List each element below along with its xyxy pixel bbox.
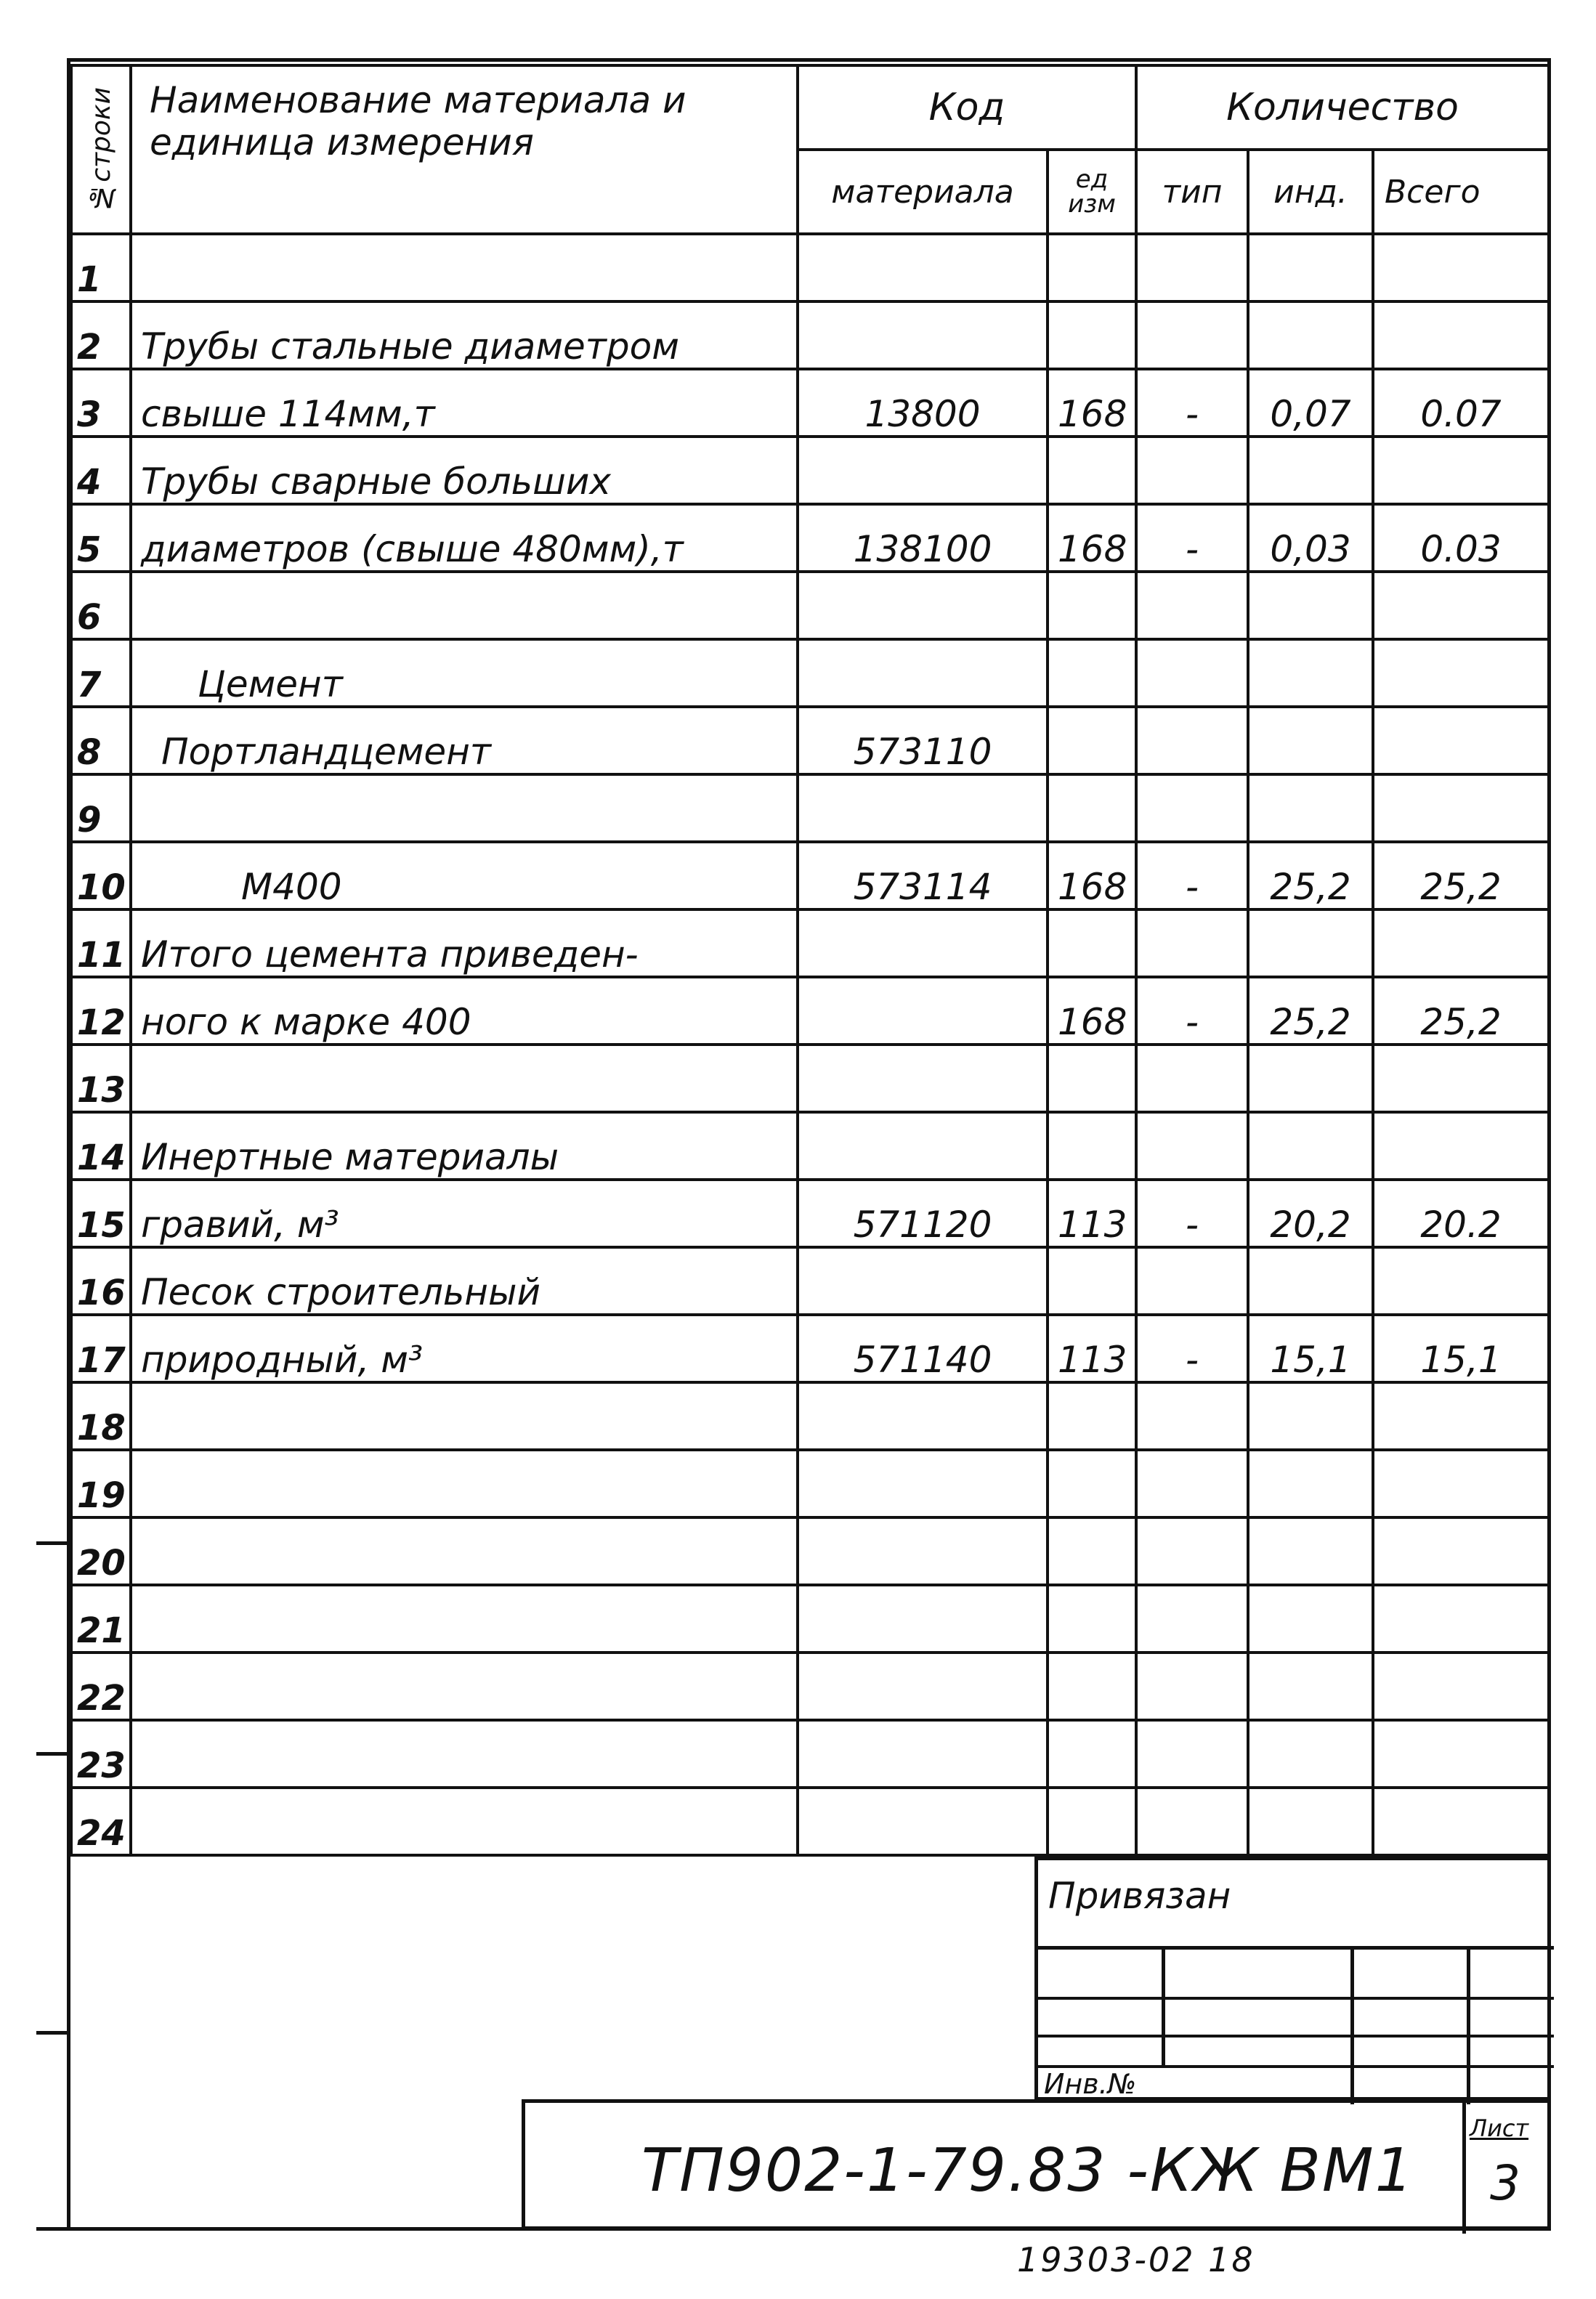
row-number: 2 <box>71 301 131 369</box>
table-row <box>71 1315 1549 1382</box>
qty-type <box>1136 1112 1248 1180</box>
qty-ind: 0,07 <box>1248 369 1373 437</box>
table-row <box>71 707 1549 774</box>
material-name: гравий, м³ <box>131 1180 798 1247</box>
row-number: 7 <box>71 639 131 707</box>
row-number: 1 <box>71 234 131 301</box>
unit-code <box>1048 1382 1136 1450</box>
material-name <box>131 1450 798 1517</box>
unit-code <box>1048 437 1136 504</box>
qty-ind: 15,1 <box>1248 1315 1373 1382</box>
qty-type <box>1136 639 1248 707</box>
qty-ind <box>1248 1112 1373 1180</box>
margin-tick <box>36 2031 70 2035</box>
qty-total <box>1373 572 1549 639</box>
inventory-number-label: Инв.№ <box>1044 2068 1137 2100</box>
material-code <box>798 301 1048 369</box>
table-row <box>71 1247 1549 1315</box>
material-name <box>131 1382 798 1450</box>
material-code <box>798 639 1048 707</box>
table-row <box>71 1112 1549 1180</box>
row-number-header: №строки <box>71 65 131 234</box>
qty-total <box>1373 707 1549 774</box>
document-code: ТП902-1-79.83 -КЖ ВМ1 <box>641 2136 1414 2205</box>
qty-ind: 20,2 <box>1248 1180 1373 1247</box>
attached-label: Привязан <box>1048 1875 1231 1917</box>
qty-total <box>1373 234 1549 301</box>
material-name <box>131 234 798 301</box>
sheet-label: Лист <box>1470 2114 1529 2142</box>
qty-total <box>1373 1720 1549 1788</box>
header-row-1 <box>71 65 1549 150</box>
type-qty-header: тип <box>1136 150 1248 234</box>
qty-type <box>1136 1720 1248 1788</box>
qty-type <box>1136 1788 1248 1855</box>
material-name: ного к марке 400 <box>131 977 798 1045</box>
qty-ind: 25,2 <box>1248 842 1373 909</box>
stamp-divider <box>1162 1946 1165 2067</box>
margin-tick <box>36 1541 70 1545</box>
table-row <box>71 1045 1549 1112</box>
qty-total <box>1373 1112 1549 1180</box>
row-number: 5 <box>71 504 131 572</box>
margin-tick <box>36 1752 70 1756</box>
qty-type <box>1136 1517 1248 1585</box>
unit-code <box>1048 1517 1136 1585</box>
qty-type: - <box>1136 1315 1248 1382</box>
qty-total <box>1373 1247 1549 1315</box>
material-name <box>131 1788 798 1855</box>
unit-header: ед изм <box>1048 150 1136 234</box>
qty-type: - <box>1136 369 1248 437</box>
material-name: природный, м³ <box>131 1315 798 1382</box>
qty-ind <box>1248 301 1373 369</box>
row-number: 14 <box>71 1112 131 1180</box>
material-code <box>798 1112 1048 1180</box>
material-code <box>798 1517 1048 1585</box>
qty-type <box>1136 1247 1248 1315</box>
qty-ind <box>1248 572 1373 639</box>
row-number: 22 <box>71 1653 131 1720</box>
material-name: свыше 114мм,т <box>131 369 798 437</box>
unit-code: 113 <box>1048 1315 1136 1382</box>
qty-ind <box>1248 1247 1373 1315</box>
table-row <box>71 774 1549 842</box>
row-number: 17 <box>71 1315 131 1382</box>
quantity-group-header: Количество <box>1136 65 1549 150</box>
qty-type: - <box>1136 504 1248 572</box>
material-code: 571120 <box>798 1180 1048 1247</box>
unit-code <box>1048 1247 1136 1315</box>
material-name <box>131 1045 798 1112</box>
material-code: 571140 <box>798 1315 1048 1382</box>
material-code <box>798 437 1048 504</box>
qty-type: - <box>1136 1180 1248 1247</box>
qty-ind <box>1248 1450 1373 1517</box>
qty-total <box>1373 437 1549 504</box>
qty-total <box>1373 909 1549 977</box>
qty-type <box>1136 774 1248 842</box>
material-name: Трубы стальные диаметром <box>131 301 798 369</box>
table-row <box>71 437 1549 504</box>
material-name: М400 <box>131 842 798 909</box>
stamp-divider <box>1038 2035 1554 2038</box>
qty-total <box>1373 1382 1549 1450</box>
row-number: 8 <box>71 707 131 774</box>
table-row <box>71 1382 1549 1450</box>
qty-total <box>1373 1788 1549 1855</box>
material-code-header: материала <box>798 150 1048 234</box>
material-code <box>798 234 1048 301</box>
material-name: диаметров (свыше 480мм),т <box>131 504 798 572</box>
material-name: Песок строительный <box>131 1247 798 1315</box>
material-code: 573114 <box>798 842 1048 909</box>
qty-total: 0.03 <box>1373 504 1549 572</box>
title-divider <box>1462 2103 1466 2234</box>
unit-code <box>1048 572 1136 639</box>
qty-total <box>1373 1585 1549 1653</box>
table-row <box>71 234 1549 301</box>
table-row <box>71 1450 1549 1517</box>
qty-total <box>1373 774 1549 842</box>
row-number: 6 <box>71 572 131 639</box>
unit-code <box>1048 1788 1136 1855</box>
row-number: 23 <box>71 1720 131 1788</box>
row-number: 11 <box>71 909 131 977</box>
table-row <box>71 842 1549 909</box>
qty-ind <box>1248 1585 1373 1653</box>
row-number: 18 <box>71 1382 131 1450</box>
qty-ind <box>1248 707 1373 774</box>
unit-code: 168 <box>1048 504 1136 572</box>
sheet-number: 3 <box>1490 2155 1520 2211</box>
material-name <box>131 1517 798 1585</box>
qty-ind: 25,2 <box>1248 977 1373 1045</box>
unit-code <box>1048 1112 1136 1180</box>
row-number: 20 <box>71 1517 131 1585</box>
row-number: 19 <box>71 1450 131 1517</box>
material-code <box>798 1585 1048 1653</box>
qty-type <box>1136 1585 1248 1653</box>
material-code <box>798 1382 1048 1450</box>
qty-ind <box>1248 1382 1373 1450</box>
unit-code <box>1048 1450 1136 1517</box>
table-row <box>71 1180 1549 1247</box>
material-name: Портландцемент <box>131 707 798 774</box>
material-code <box>798 774 1048 842</box>
material-code <box>798 1788 1048 1855</box>
table-row <box>71 369 1549 437</box>
table-row <box>71 909 1549 977</box>
qty-total <box>1373 1517 1549 1585</box>
unit-code <box>1048 234 1136 301</box>
row-number: 3 <box>71 369 131 437</box>
table-row <box>71 1788 1549 1855</box>
table-row <box>71 1517 1549 1585</box>
material-name: Инертные материалы <box>131 1112 798 1180</box>
row-number: 21 <box>71 1585 131 1653</box>
qty-type <box>1136 707 1248 774</box>
qty-total: 0.07 <box>1373 369 1549 437</box>
material-name <box>131 572 798 639</box>
qty-type <box>1136 1653 1248 1720</box>
table-row <box>71 977 1549 1045</box>
qty-type <box>1136 909 1248 977</box>
table-row <box>71 1653 1549 1720</box>
qty-total <box>1373 1045 1549 1112</box>
row-number: 16 <box>71 1247 131 1315</box>
material-code <box>798 1720 1048 1788</box>
row-number: 24 <box>71 1788 131 1855</box>
material-code <box>798 1653 1048 1720</box>
qty-total: 20.2 <box>1373 1180 1549 1247</box>
material-name: Итого цемента приведен- <box>131 909 798 977</box>
material-code <box>798 977 1048 1045</box>
unit-code <box>1048 301 1136 369</box>
table-row <box>71 504 1549 572</box>
qty-ind: 0,03 <box>1248 504 1373 572</box>
table-row <box>71 639 1549 707</box>
stamp-divider <box>1038 1997 1554 2000</box>
qty-ind <box>1248 437 1373 504</box>
total-qty-header: Всего <box>1373 150 1549 234</box>
stamp-divider <box>1467 1946 1470 2104</box>
table-row <box>71 1585 1549 1653</box>
qty-type <box>1136 572 1248 639</box>
qty-type: - <box>1136 842 1248 909</box>
unit-code <box>1048 1045 1136 1112</box>
unit-code: 168 <box>1048 369 1136 437</box>
row-number: 12 <box>71 977 131 1045</box>
table-row <box>71 1720 1549 1788</box>
row-number: 13 <box>71 1045 131 1112</box>
qty-type <box>1136 1450 1248 1517</box>
qty-total <box>1373 1450 1549 1517</box>
qty-total: 25,2 <box>1373 842 1549 909</box>
qty-type <box>1136 1045 1248 1112</box>
qty-total <box>1373 639 1549 707</box>
table-row <box>71 301 1549 369</box>
qty-ind <box>1248 1653 1373 1720</box>
material-name: Трубы сварные больших <box>131 437 798 504</box>
name-header: Наименование материала и единица измерения <box>131 65 798 234</box>
material-code <box>798 909 1048 977</box>
material-code <box>798 1045 1048 1112</box>
material-name <box>131 1720 798 1788</box>
archive-number: 19303-02 18 <box>1017 2240 1255 2279</box>
material-code: 573110 <box>798 707 1048 774</box>
qty-ind <box>1248 774 1373 842</box>
qty-ind <box>1248 234 1373 301</box>
qty-total: 25,2 <box>1373 977 1549 1045</box>
row-number: 4 <box>71 437 131 504</box>
qty-type <box>1136 234 1248 301</box>
material-name <box>131 774 798 842</box>
material-name <box>131 1585 798 1653</box>
qty-ind <box>1248 1720 1373 1788</box>
unit-code <box>1048 707 1136 774</box>
ind-qty-header: инд. <box>1248 150 1373 234</box>
qty-type <box>1136 301 1248 369</box>
table-row <box>71 572 1549 639</box>
qty-ind <box>1248 1788 1373 1855</box>
code-group-header: Код <box>798 65 1136 150</box>
qty-ind <box>1248 909 1373 977</box>
material-code <box>798 572 1048 639</box>
qty-total: 15,1 <box>1373 1315 1549 1382</box>
row-number: 15 <box>71 1180 131 1247</box>
material-name: Цемент <box>131 639 798 707</box>
unit-code <box>1048 1653 1136 1720</box>
unit-code: 113 <box>1048 1180 1136 1247</box>
stamp-divider <box>1350 1946 1354 2104</box>
material-code: 138100 <box>798 504 1048 572</box>
qty-type <box>1136 437 1248 504</box>
frame-top <box>67 58 1550 62</box>
row-number: 9 <box>71 774 131 842</box>
unit-code <box>1048 909 1136 977</box>
unit-code <box>1048 1720 1136 1788</box>
material-code <box>798 1450 1048 1517</box>
title-block <box>522 2099 1550 2230</box>
material-spec-table <box>70 64 1550 1857</box>
qty-total <box>1373 1653 1549 1720</box>
unit-code <box>1048 1585 1136 1653</box>
unit-code <box>1048 639 1136 707</box>
qty-ind <box>1248 1517 1373 1585</box>
material-code: 13800 <box>798 369 1048 437</box>
material-code <box>798 1247 1048 1315</box>
unit-code <box>1048 774 1136 842</box>
qty-ind <box>1248 1045 1373 1112</box>
qty-ind <box>1248 639 1373 707</box>
stamp-divider <box>1038 1946 1554 1950</box>
attachment-stamp <box>1034 1857 1550 2101</box>
qty-total <box>1373 301 1549 369</box>
qty-type: - <box>1136 977 1248 1045</box>
unit-code: 168 <box>1048 842 1136 909</box>
row-number: 10 <box>71 842 131 909</box>
material-name <box>131 1653 798 1720</box>
qty-type <box>1136 1382 1248 1450</box>
unit-code: 168 <box>1048 977 1136 1045</box>
